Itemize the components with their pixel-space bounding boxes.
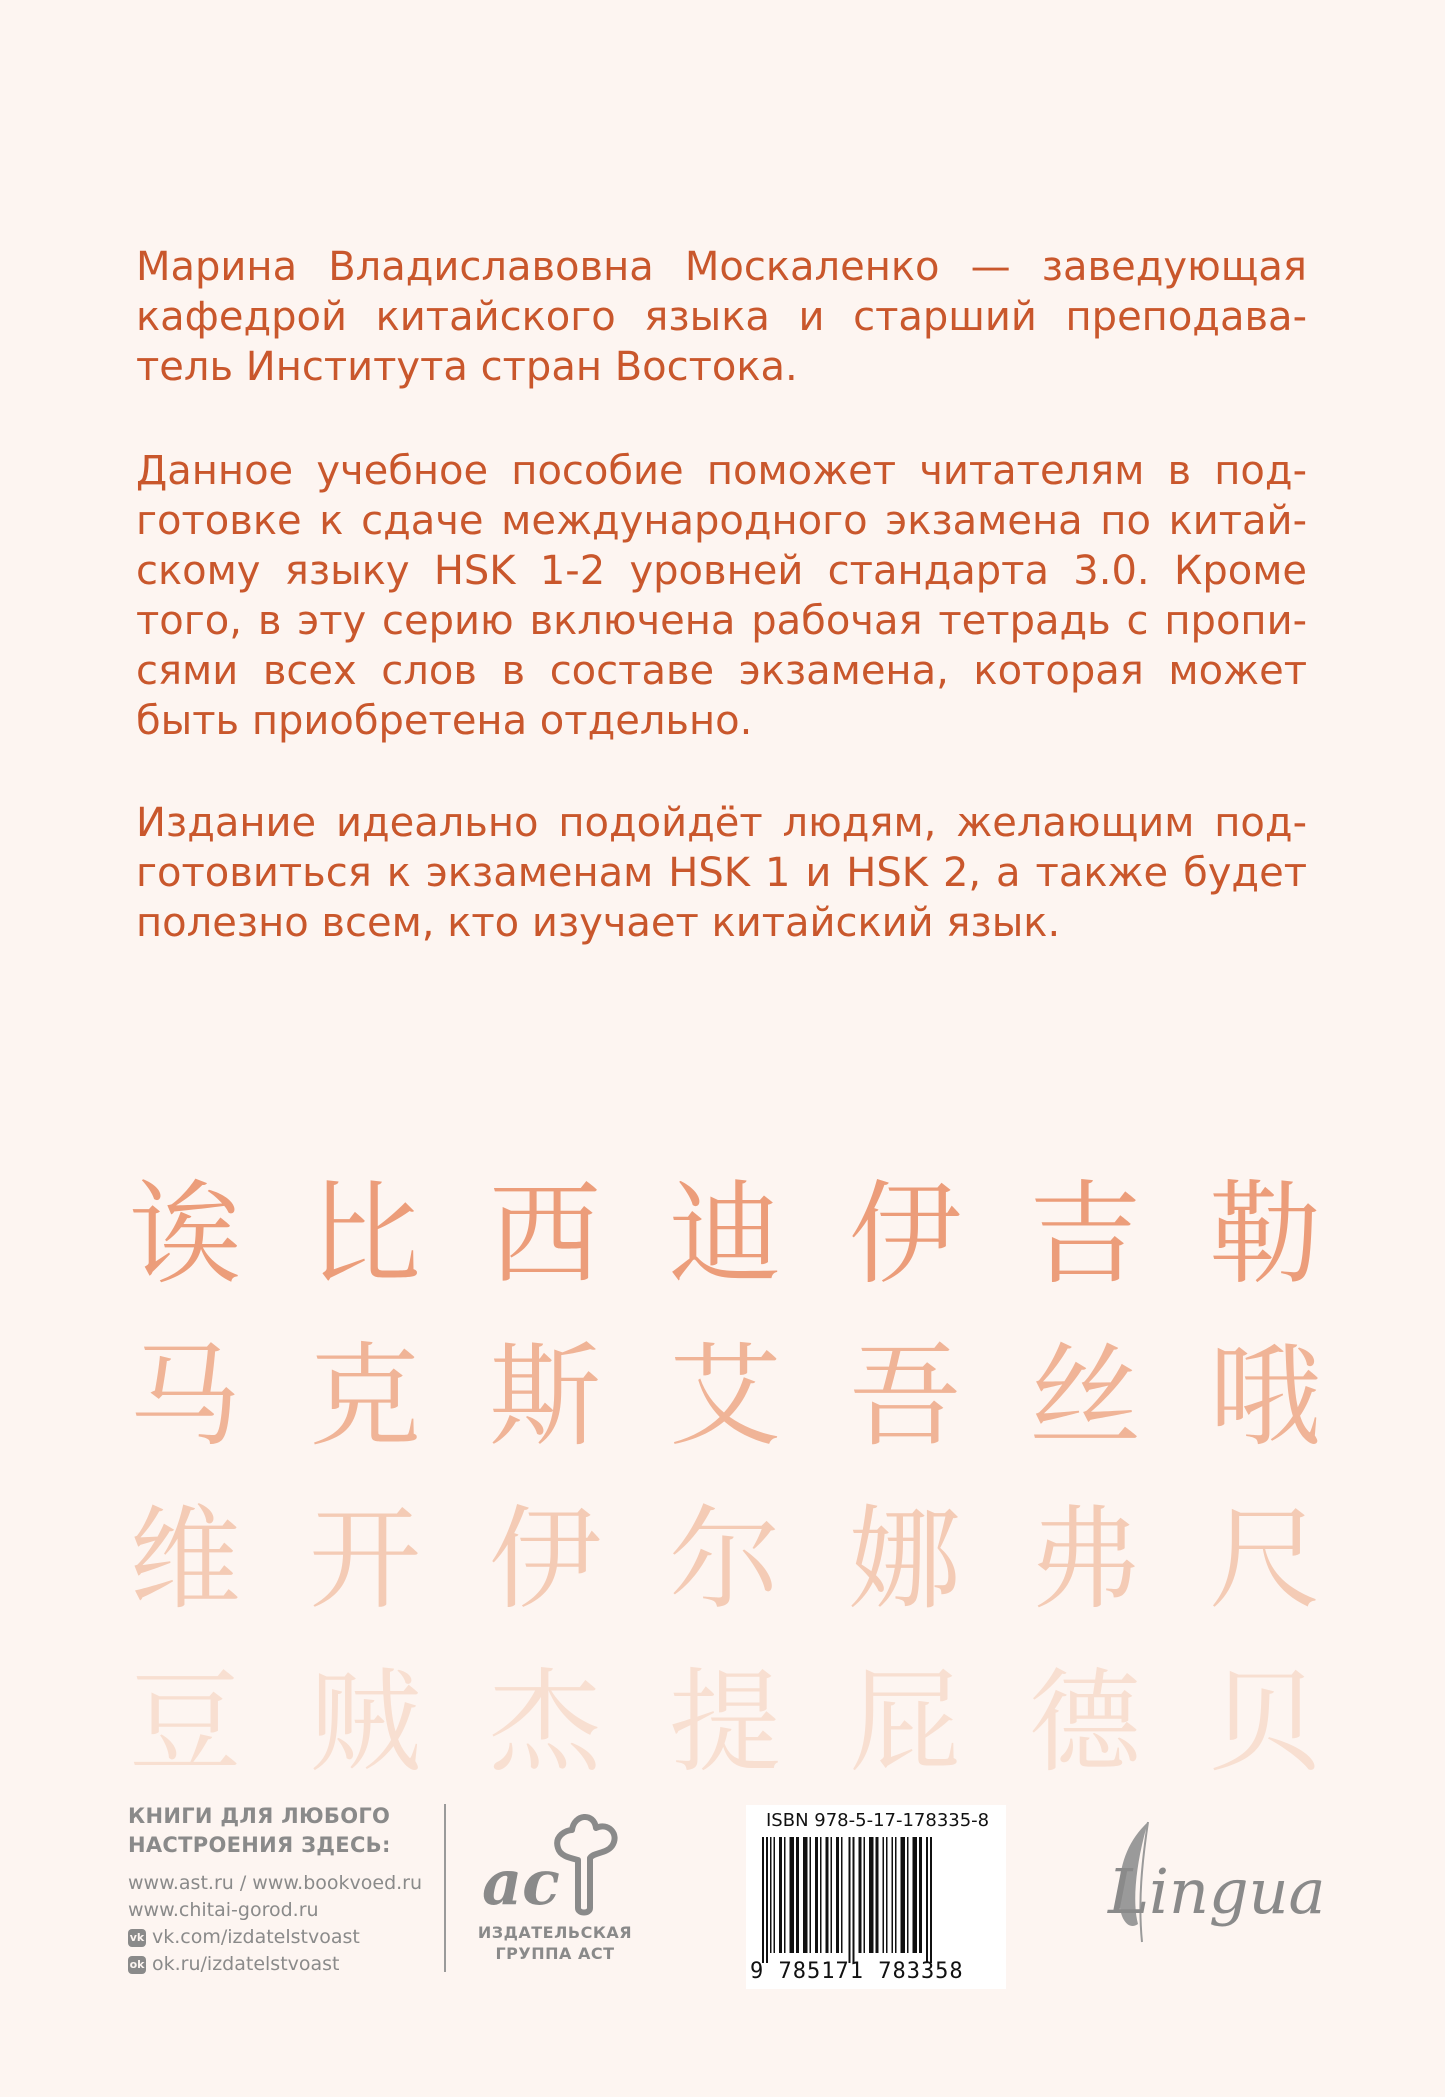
barcode-bar	[892, 1837, 894, 1953]
ast-logo-icon	[470, 1804, 640, 1922]
target-audience-paragraph: Издание идеально подойдёт людям, желающим подготовиться к экзаменам HSK 1 и HSK 2, а также будет полезно всем, кто изучает китайский язык.	[136, 800, 1307, 946]
chinese-character: 诶	[129, 1170, 241, 1300]
chinese-character: 贼	[309, 1658, 421, 1788]
character-row	[120, 1332, 1320, 1462]
barcode-bar	[770, 1837, 772, 1953]
publisher-caption-line: ГРУППА АСТ	[495, 1944, 615, 1963]
barcode-bar	[895, 1837, 897, 1953]
chinese-character: 豆	[129, 1658, 241, 1788]
lingua-imprint-logo	[1086, 1812, 1336, 1972]
barcode-bar	[820, 1837, 822, 1953]
barcode-bar	[869, 1837, 874, 1953]
chinese-character: 娜	[849, 1495, 961, 1625]
barcode-bar	[849, 1837, 851, 1963]
chinese-character: 提	[669, 1658, 781, 1788]
author-bio-paragraph: Марина Владиславовна Москаленко — заведующая кафедрой китайского языка и старший преподаватель Института стран Востока.	[136, 244, 1307, 390]
barcode-bar	[774, 1837, 776, 1953]
barcode-bar	[779, 1837, 782, 1953]
ok-icon: ok	[128, 1956, 146, 1974]
barcode-bar	[886, 1837, 888, 1953]
barcode-bar	[766, 1837, 768, 1963]
barcode-bar	[826, 1837, 829, 1953]
barcode-bar	[859, 1837, 862, 1953]
barcode-bar	[926, 1837, 928, 1963]
chinese-character: 吾	[849, 1332, 961, 1462]
chinese-character: 屁	[849, 1658, 961, 1788]
character-row	[120, 1658, 1320, 1788]
barcode-box	[746, 1805, 1006, 1989]
chinese-character: 马	[129, 1332, 241, 1462]
barcode-bar	[853, 1837, 855, 1963]
chinese-character: 克	[309, 1332, 421, 1462]
barcode-bar	[803, 1837, 808, 1953]
chinese-characters-grid	[120, 1170, 1320, 1810]
barcode-bar	[784, 1837, 786, 1953]
chinese-character: 比	[309, 1170, 421, 1300]
footer-heading-line: КНИГИ ДЛЯ ЛЮБОГО	[128, 1804, 391, 1828]
barcode-bar	[919, 1837, 922, 1953]
book-description-paragraph: Данное учебное пособие поможет читателям в подготовке к сдаче международного экзамена по китайскому языку HSK 1-2 уровней стандарта 3.0. Кроме того, в эту серию включена рабочая тетрадь с прописями всех слов в составе экзамена, которая может быть приобретена отдельно.	[136, 448, 1307, 744]
isbn-text: ISBN 978-5-17-178335-8	[766, 1810, 990, 1831]
footer-heading	[128, 1802, 428, 1860]
barcode-bar	[836, 1837, 839, 1953]
barcode-bar	[841, 1837, 843, 1953]
barcode-bar	[831, 1837, 833, 1953]
barcode-bar	[930, 1837, 932, 1963]
chinese-character: 伊	[489, 1495, 601, 1625]
barcode-bar	[815, 1837, 818, 1953]
chinese-character: 伊	[849, 1170, 961, 1300]
chinese-character: 尺	[1209, 1495, 1321, 1625]
chinese-character: 贝	[1209, 1658, 1321, 1788]
publisher-caption	[470, 1922, 640, 1964]
barcode-icon	[760, 1837, 992, 1963]
barcode-bar	[796, 1837, 799, 1953]
website-links-line[interactable]: www.ast.ru / www.bookvoed.ru	[128, 1872, 423, 1894]
chinese-character: 德	[1029, 1658, 1141, 1788]
chinese-character: 尔	[669, 1495, 781, 1625]
barcode-bar	[876, 1837, 879, 1953]
publisher-caption-line: ИЗДАТЕЛЬСКАЯ	[477, 1923, 633, 1942]
chinese-character: 维	[129, 1495, 241, 1625]
ok-link[interactable]: ok.ru/izdatelstvoast	[152, 1953, 340, 1975]
chinese-character: 西	[489, 1170, 601, 1300]
barcode-bar	[790, 1837, 795, 1953]
chinese-character: 勒	[1209, 1170, 1321, 1300]
chinese-character: 丝	[1029, 1332, 1141, 1462]
barcode-bar	[810, 1837, 812, 1953]
lingua-logo-text: Lingua	[1108, 1855, 1326, 1928]
barcode-bar	[883, 1837, 885, 1953]
footer-links-block	[128, 1802, 428, 1978]
character-row	[120, 1495, 1320, 1625]
vk-icon: vk	[128, 1929, 146, 1947]
svg-text:ас: ас	[482, 1846, 560, 1919]
barcode-bar	[762, 1837, 764, 1963]
website-link-chitai-gorod[interactable]: www.chitai-gorod.ru	[128, 1899, 319, 1921]
barcode-bar	[913, 1837, 918, 1953]
chinese-character: 开	[309, 1495, 421, 1625]
chinese-character: 迪	[669, 1170, 781, 1300]
footer-divider	[444, 1804, 446, 1972]
barcode-bar	[901, 1837, 906, 1953]
chinese-character: 斯	[489, 1332, 601, 1462]
character-row	[120, 1170, 1320, 1300]
barcode-digits: 9 785171 783358	[750, 1959, 964, 1984]
chinese-character: 哦	[1209, 1332, 1321, 1462]
chinese-character: 杰	[489, 1658, 601, 1788]
chinese-character: 弗	[1029, 1495, 1141, 1625]
barcode-bar	[864, 1837, 866, 1953]
footer-heading-line: НАСТРОЕНИЯ ЗДЕСЬ:	[128, 1833, 391, 1857]
vk-link-row[interactable]	[128, 1924, 428, 1951]
vk-link[interactable]: vk.com/izdatelstvoast	[152, 1926, 360, 1948]
publisher-logo	[470, 1804, 640, 1974]
chinese-character: 艾	[669, 1332, 781, 1462]
barcode-bar	[907, 1837, 909, 1953]
ok-link-row[interactable]	[128, 1951, 428, 1978]
chinese-character: 吉	[1029, 1170, 1141, 1300]
